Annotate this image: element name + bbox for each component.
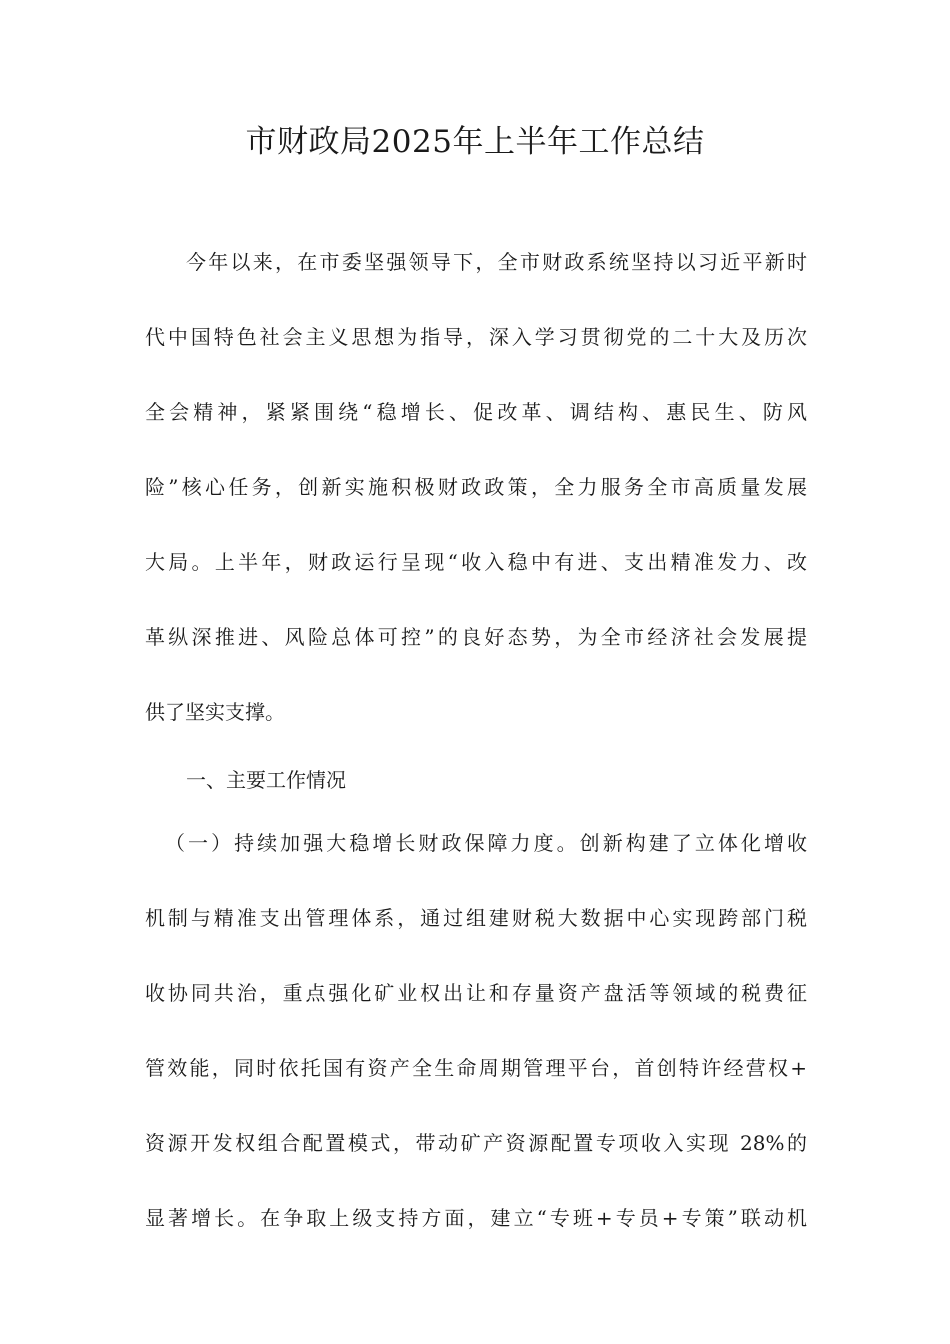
text-line: 今年以来，在市委坚强领导下，全市财政系统坚持以习近平新时 (186, 250, 807, 274)
subsection-paragraph (145, 806, 807, 1256)
text-line: 管效能，同时依托国有资产全生命周期管理平台，首创特许经营权+ (145, 1056, 807, 1080)
document-body (145, 225, 807, 1256)
intro-paragraph (145, 225, 807, 750)
text-line: 资源开发权组合配置模式，带动矿产资源配置专项收入实现 28%的 (145, 1131, 807, 1155)
text-line: 机制与精准支出管理体系，通过组建财税大数据中心实现跨部门税 (145, 906, 807, 930)
text-line: 供了坚实支撑。 (145, 700, 285, 724)
text-line: 险”核心任务，创新实施积极财政政策，全力服务全市高质量发展 (145, 475, 807, 499)
text-line: 大局。上半年，财政运行呈现“收入稳中有进、支出精准发力、改 (145, 550, 807, 574)
text-line: 显著增长。在争取上级支持方面，建立“专班+专员+专策”联动机 (145, 1206, 807, 1230)
section-heading: 一、主要工作情况 (186, 768, 346, 792)
text-line: （一）持续加强大稳增长财政保障力度。创新构建了立体化增收 (165, 831, 807, 855)
document-title: 市财政局2025年上半年工作总结 (245, 124, 705, 160)
text-line: 革纵深推进、风险总体可控”的良好态势，为全市经济社会发展提 (145, 625, 807, 649)
text-line: 收协同共治，重点强化矿业权出让和存量资产盘活等领域的税费征 (145, 981, 807, 1005)
text-line: 全会精神，紧紧围绕“稳增长、促改革、调结构、惠民生、防风 (145, 400, 807, 424)
text-line: 代中国特色社会主义思想为指导，深入学习贯彻党的二十大及历次 (145, 325, 807, 349)
